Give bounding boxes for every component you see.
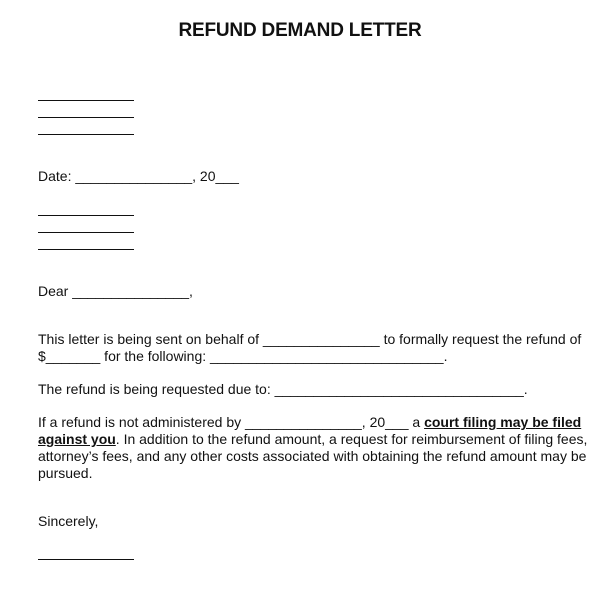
- date-line: Date: _______________, 20___: [38, 168, 239, 184]
- sender-address-line: [38, 101, 134, 118]
- signature-line: [38, 543, 134, 560]
- paragraph-3-text: . In addition to the refund amount, a request for reimbursement of filing fees,: [115, 431, 588, 447]
- paragraph-3-line-4: pursued.: [38, 465, 93, 481]
- against-you-link[interactable]: against you: [38, 431, 116, 447]
- paragraph-3-line-3: attorney’s fees, and any other costs associated with obtaining the refund amount may be: [38, 448, 587, 464]
- sender-address-line: [38, 118, 134, 135]
- recipient-address-line: [38, 216, 134, 233]
- paragraph-3-line-1: [38, 414, 581, 431]
- salutation: Dear _______________,: [38, 283, 193, 299]
- paragraph-1-line-1: This letter is being sent on behalf of _______________ to formally request the refund of: [38, 331, 582, 347]
- recipient-address-block: [38, 199, 134, 250]
- sender-address-block: [38, 84, 134, 135]
- paragraph-3-line-2: [38, 431, 587, 448]
- signature-block: [38, 543, 134, 560]
- paragraph-2: The refund is being requested due to: ________________________________.: [38, 381, 528, 397]
- recipient-address-line: [38, 199, 134, 216]
- paragraph-3-text: If a refund is not administered by _______________, 20___ a: [38, 414, 425, 430]
- closing: Sincerely,: [38, 513, 99, 529]
- paragraph-1-line-2: $_______ for the following: ______________________________.: [38, 348, 448, 364]
- sender-address-line: [38, 84, 134, 101]
- letter-title: REFUND DEMAND LETTER: [178, 20, 422, 41]
- recipient-address-line: [38, 233, 134, 250]
- court-filing-link[interactable]: court filing may be filed: [424, 414, 582, 430]
